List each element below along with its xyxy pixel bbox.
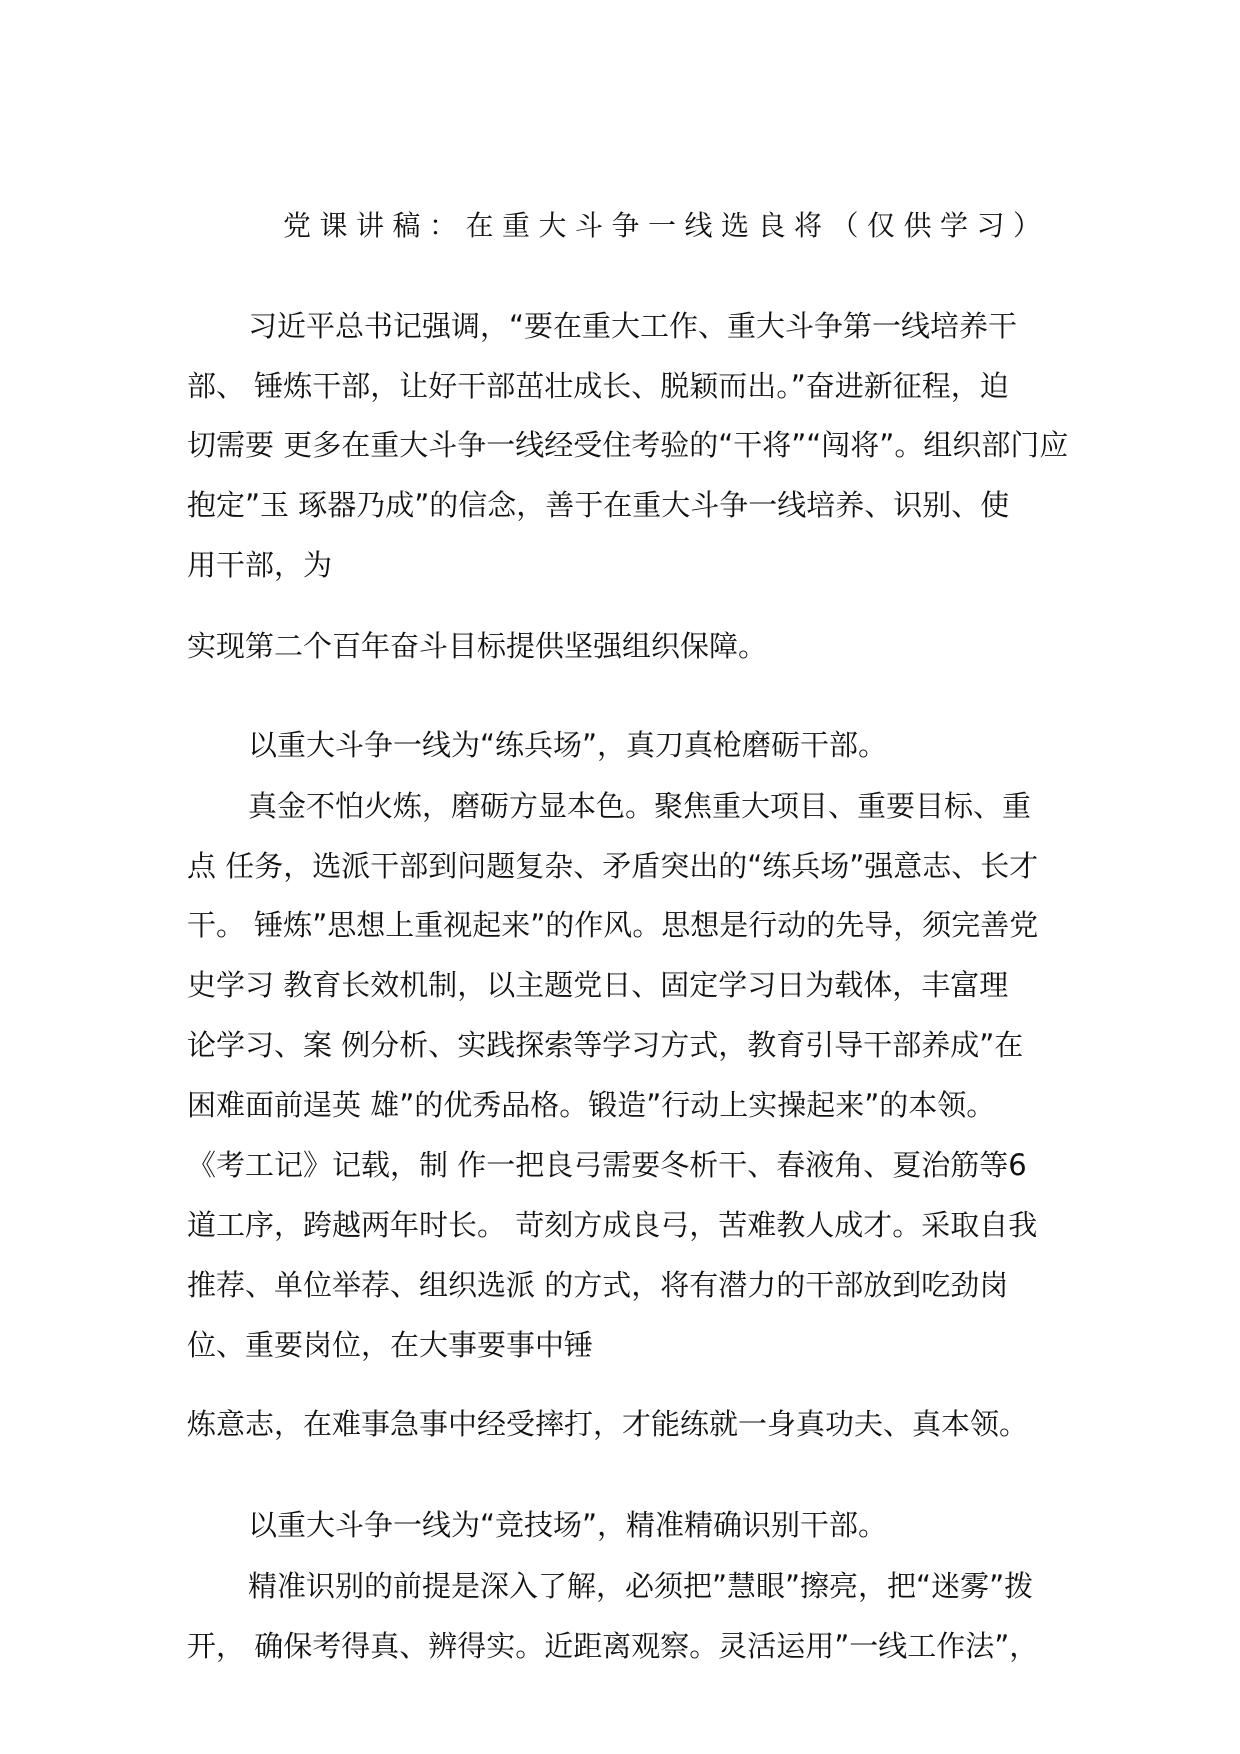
section-heading: 以重大斗争一线为“练兵场”，真刀真枪磨砺干部。	[248, 728, 888, 762]
paragraph-line: 真金不怕火炼，磨砺方显本色。聚焦重大项目、重要目标、重	[248, 789, 1032, 823]
paragraph-line: 实现第二个百年奋斗目标提供坚强组织保障。	[187, 629, 768, 663]
paragraph-line: 习近平总书记强调，“要在重大工作、重大斗争第一线培养干	[248, 309, 1018, 343]
paragraph-line: 推荐、单位举荐、组织选派 的方式，将有潜力的干部放到吃劲岗	[187, 1268, 1009, 1302]
paragraph-line: 史学习 教育长效机制，以主题党日、固定学习日为载体，丰富理	[187, 968, 1009, 1002]
paragraph-line: 炼意志，在难事急事中经受摔打，才能练就一身真功夫、真本领。	[187, 1407, 1029, 1441]
section-heading: 以重大斗争一线为“竞技场”，精准精确识别干部。	[248, 1508, 888, 1542]
paragraph-line: 《考工记》记载，制 作一把良弓需要冬析干、春液角、夏治筋等6	[187, 1148, 1027, 1182]
paragraph-line: 部、 锤炼干部，让好干部茁壮成长、脱颖而出。”奋进新征程，迫	[187, 369, 1009, 403]
paragraph-line: 精准识别的前提是深入了解，必须把”慧眼”擦亮，把“迷雾”拨	[248, 1569, 1034, 1603]
paragraph-line: 论学习、案 例分析、实践探索等学习方式，教育引导干部养成”在	[187, 1028, 1024, 1062]
paragraph-line: 位、重要岗位，在大事要事中锤	[187, 1328, 594, 1362]
paragraph-line: 点 任务，选派干部到问题复杂、矛盾突出的“练兵场”强意志、长才	[187, 849, 1039, 883]
paragraph-line: 用干部，为	[187, 548, 333, 582]
paragraph-line: 切需要 更多在重大斗争一线经受住考验的“干将”“闯将”。组织部门应	[187, 428, 1069, 462]
paragraph-line: 抱定”玉 琢器乃成”的信念，善于在重大斗争一线培养、识别、使	[187, 488, 1010, 522]
paragraph-line: 开， 确保考得真、辨得实。近距离观察。灵活运用”一线工作法”，	[187, 1629, 1039, 1663]
paragraph-line: 道工序，跨越两年时长。 苛刻方成良弓，苦难教人成才。采取自我	[187, 1208, 1038, 1242]
paragraph-line: 干。 锤炼”思想上重视起来”的作风。思想是行动的先导，须完善党	[187, 908, 1039, 942]
document-title: 党课讲稿：在重大斗争一线选良将（仅供学习）	[283, 209, 1050, 242]
paragraph-line: 困难面前逞英 雄”的优秀品格。锻造”行动上实操起来”的本领。	[187, 1088, 996, 1122]
